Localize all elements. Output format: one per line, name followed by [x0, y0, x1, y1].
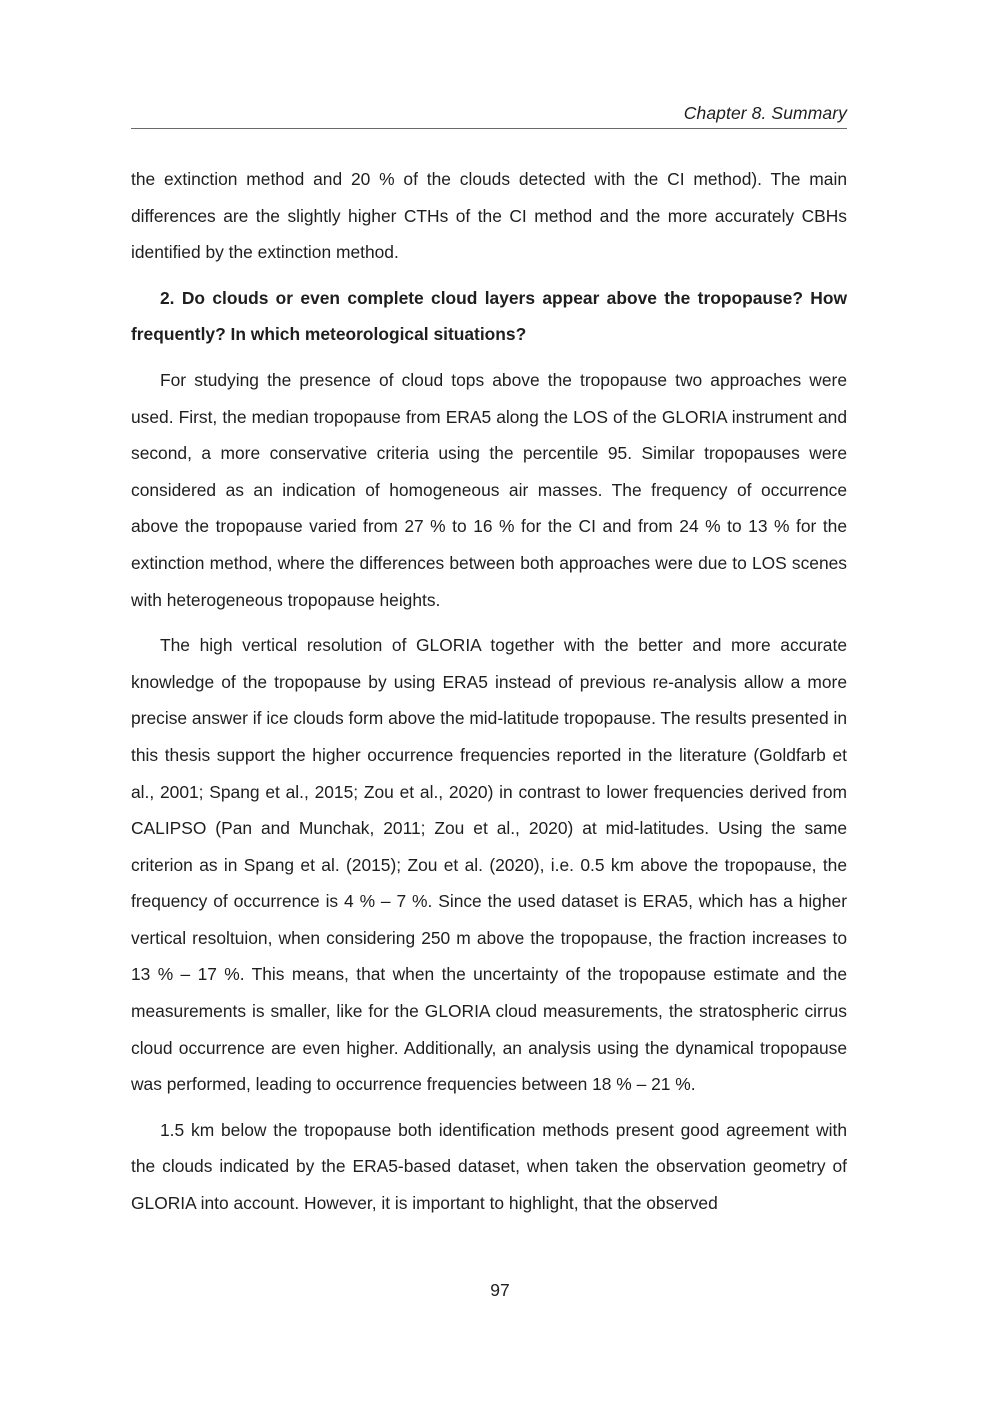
chapter-title: Chapter 8. Summary: [683, 103, 847, 123]
paragraph-approaches: For studying the presence of cloud tops above the tropopause two approaches were used. First, the median tropopause from ERA5 along the LOS of the GLORIA instrument and second, a more conservative criteria using the percentile 95. Similar tropopauses were considered as an indication of homogeneous air masses. The frequency of occurrence above the tropopause varied from 27 % to 16 % for the CI and from 24 % to 13 % for the extinction method, where the differences between both approaches were due to LOS scenes with heterogeneous tropopause heights.: [131, 369, 847, 610]
main-text: [131, 161, 847, 1222]
paragraph-results: The high vertical resolution of GLORIA together with the better and more accurate knowledge of the tropopause by using ERA5 instead of previous re-analysis allow a more precise answer if ice clouds form above the mid-latitude tropopause. The results presented in this thesis support the higher occurrence frequencies reported in the literature (Goldfarb et al., 2001; Spang et al., 2015; Zou et al., 2020) in contrast to lower frequencies derived from CALIPSO (Pan and Munchak, 2011; Zou et al., 2020) at mid-latitudes. Using the same criterion as in Spang et al. (2015); Zou et al. (2020), i.e. 0.5 km above the tropopause, the frequency of occurrence is 4 % – 7 %. Since the used dataset is ERA5, which has a higher vertical resoltuion, when considering 250 m above the tropopause, the fraction increases to 13 % – 17 %. This means, that when the uncertainty of the tropopause estimate and the measurements is smaller, like for the GLORIA cloud measurements, the stratospheric cirrus cloud occurrence are even higher. Additionally, an analysis using the dynamical tropopause was performed, leading to occurrence frequencies between 18 % – 21 %.: [131, 635, 847, 1095]
paragraph-below-tropopause: 1.5 km below the tropopause both identification methods present good agreement with the clouds indicated by the ERA5-based dataset, when taken the observation geometry of GLORIA into account. However, it is important to highlight, that the observed: [131, 1119, 847, 1214]
page-number: 97: [490, 1280, 510, 1300]
research-question: 2. Do clouds or even complete cloud layers appear above the tropopause? How frequently? In which meteorological situations?: [131, 287, 847, 345]
paragraph-continuation: the extinction method and 20 % of the clouds detected with the CI method). The main differences are the slightly higher CTHs of the CI method and the more accurately CBHs identified by the extinction method.: [131, 169, 847, 263]
running-header: [131, 100, 847, 129]
